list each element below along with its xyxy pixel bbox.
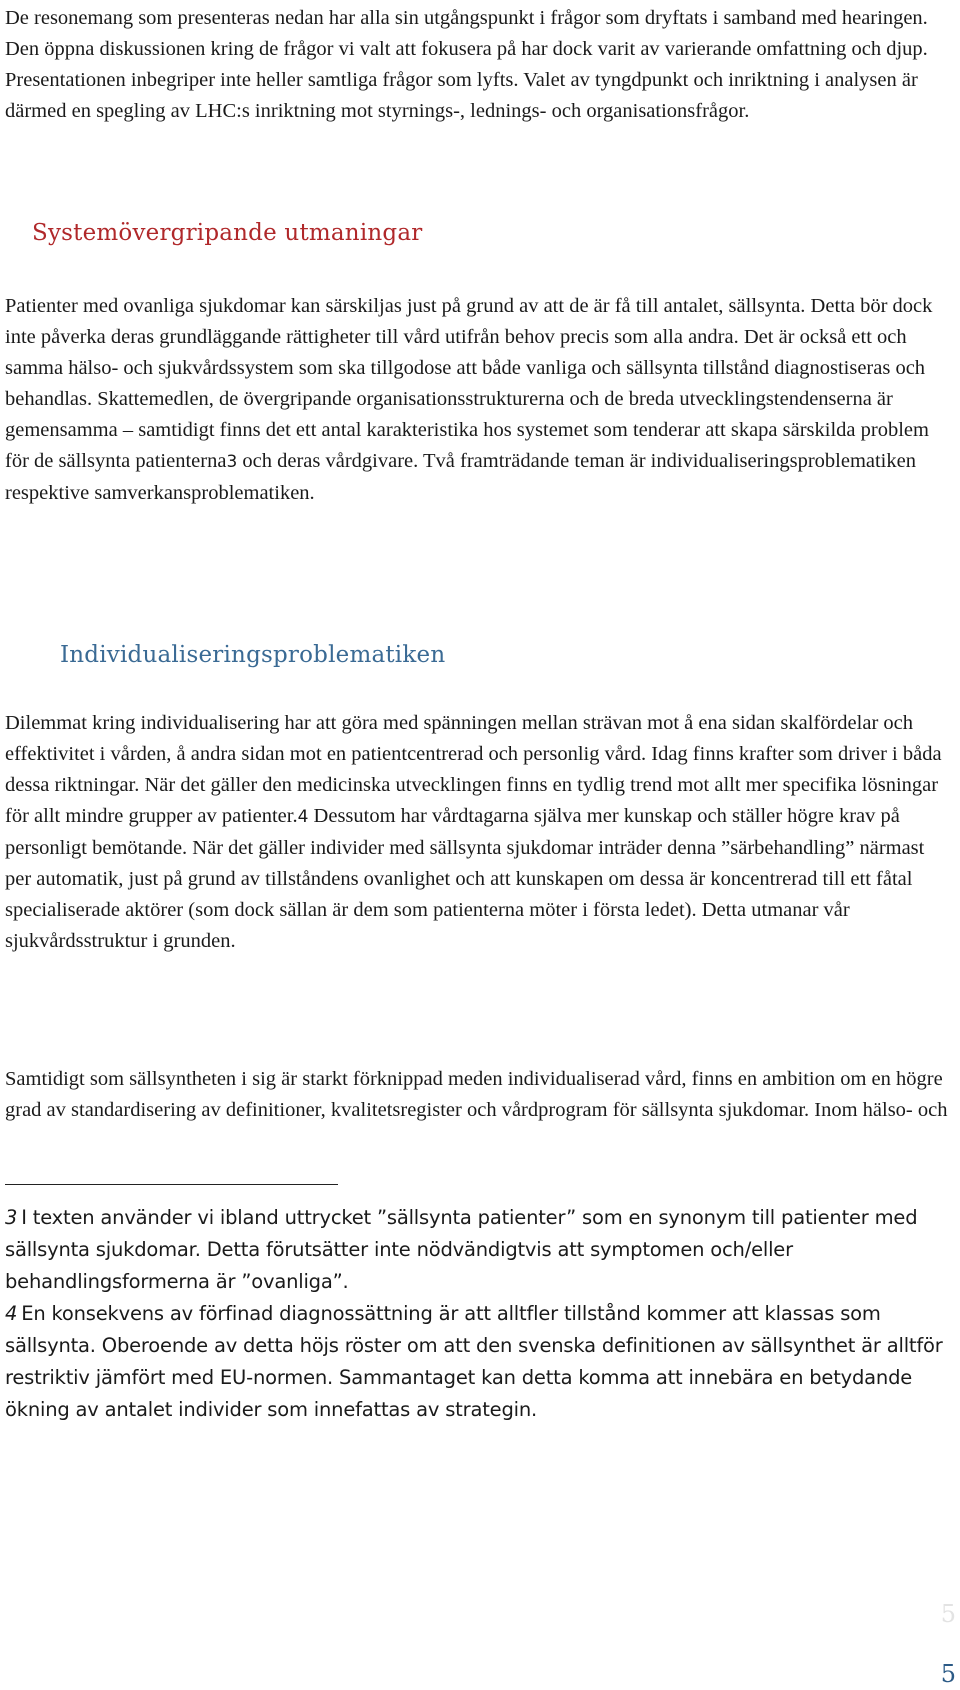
page-number-watermark: 5	[940, 1600, 956, 1628]
document-page	[5, 0, 950, 1690]
footnote-text: En konsekvens av förfinad diagnossättning är att alltfler tillstånd kommer att klassas som sällsynta. Oberoende av detta höjs röster om att den svenska definitionen av sällsynthet är alltför restriktiv jämfört med EU-normen. Sammantaget kan detta komma att innebära en betydande ökning av antalet individer som innefattas av strategin.	[5, 1302, 943, 1421]
section1-text-part1: Patienter med ovanliga sjukdomar kan särskiljas just på grund av att de är få till antalet, sällsynta. Detta bör dock inte påverka deras grundläggande rättigheter till vård utifrån behov precis som alla andra. Det är också ett och samma hälso- och sjukvårdssystem som ska tillgodose att både vanliga och sällsynta tillstånd diagnostiseras och behandlas. Skattemedlen, de övergripande organisationsstrukturerna och de breda utvecklingstendenserna är gemensamma – samtidigt finns det ett antal karakteristika hos systemet som tenderar att skapa särskilda problem för de sällsynta patienterna	[5, 295, 933, 472]
section-heading-systemovergripande: Systemövergripande utmaningar	[32, 220, 423, 246]
section-heading-individualisering: Individualiseringsproblematiken	[60, 642, 446, 668]
footnote-4	[5, 1298, 945, 1426]
footnote-3	[5, 1202, 945, 1298]
intro-paragraph: De resonemang som presenteras nedan har alla sin utgångspunkt i frågor som dryftats i samband med hearingen. Den öppna diskussionen kring de frågor vi valt att fokusera på har dock varit av varierande omfattning och djup. Presentationen inbegriper inte heller samtliga frågor som lyfts. Valet av tyngdpunkt och inriktning i analysen är därmed en spegling av LHC:s inriktning mot styrnings-, lednings- och organisationsfrågor.	[5, 7, 928, 122]
section2-text-part2: Dessutom har vårdtagarna själva mer kunskap och ställer högre krav på personligt bemötande. När det gäller individer med sällsynta sjukdomar inträder denna ”särbehandling” närmast per automatik, just på grund av tillståndens ovanlighet och att kunskapen om dessa är koncentrerad till ett fåtal specialiserade aktörer (som dock sällan är dem som patienterna möter i första ledet). Detta utmanar vår sjukvårdsstruktur i grunden.	[5, 805, 925, 952]
footnote-number: 3	[5, 1206, 18, 1229]
section2-paragraph-1	[5, 708, 950, 957]
section2-paragraph-2: Samtidigt som sällsyntheten i sig är starkt förknippad meden individualiserad vård, finns en ambition om en högre grad av standardisering av definitioner, kvalitetsregister och vårdprogram för sällsynta sjukdomar. Inom hälso- och	[5, 1068, 948, 1121]
footnote-number: 4	[5, 1302, 18, 1325]
footnote-text: I texten använder vi ibland uttrycket ”sällsynta patienter” som en synonym till patienter med sällsynta sjukdomar. Detta förutsätter inte nödvändigtvis att symptomen och/eller behandlingsformerna är ”ovanliga”.	[5, 1206, 918, 1293]
section2-text-part1: Dilemmat kring individualisering har att göra med spänningen mellan strävan mot å ena sidan skalfördelar och effektivitet i vården, å andra sidan mot en patientcentrerad och personlig vård. Idag finns krafter som driver i båda dessa riktningar. När det gäller den medicinska utvecklingen finns en tydlig trend mot allt mer specifika lösningar för allt mindre grupper av patienter.	[5, 712, 942, 827]
footnote-ref-3[interactable]: 3	[226, 452, 238, 472]
section1-paragraph	[5, 291, 945, 509]
footnote-ref-4[interactable]: 4	[297, 807, 309, 827]
footnote-separator	[5, 1184, 338, 1185]
section1-text-part2: och deras vårdgivare. Två framträdande teman är individualiseringsproblematiken respektive samverkansproblematiken.	[5, 450, 916, 504]
page-number: 5	[940, 1660, 956, 1688]
